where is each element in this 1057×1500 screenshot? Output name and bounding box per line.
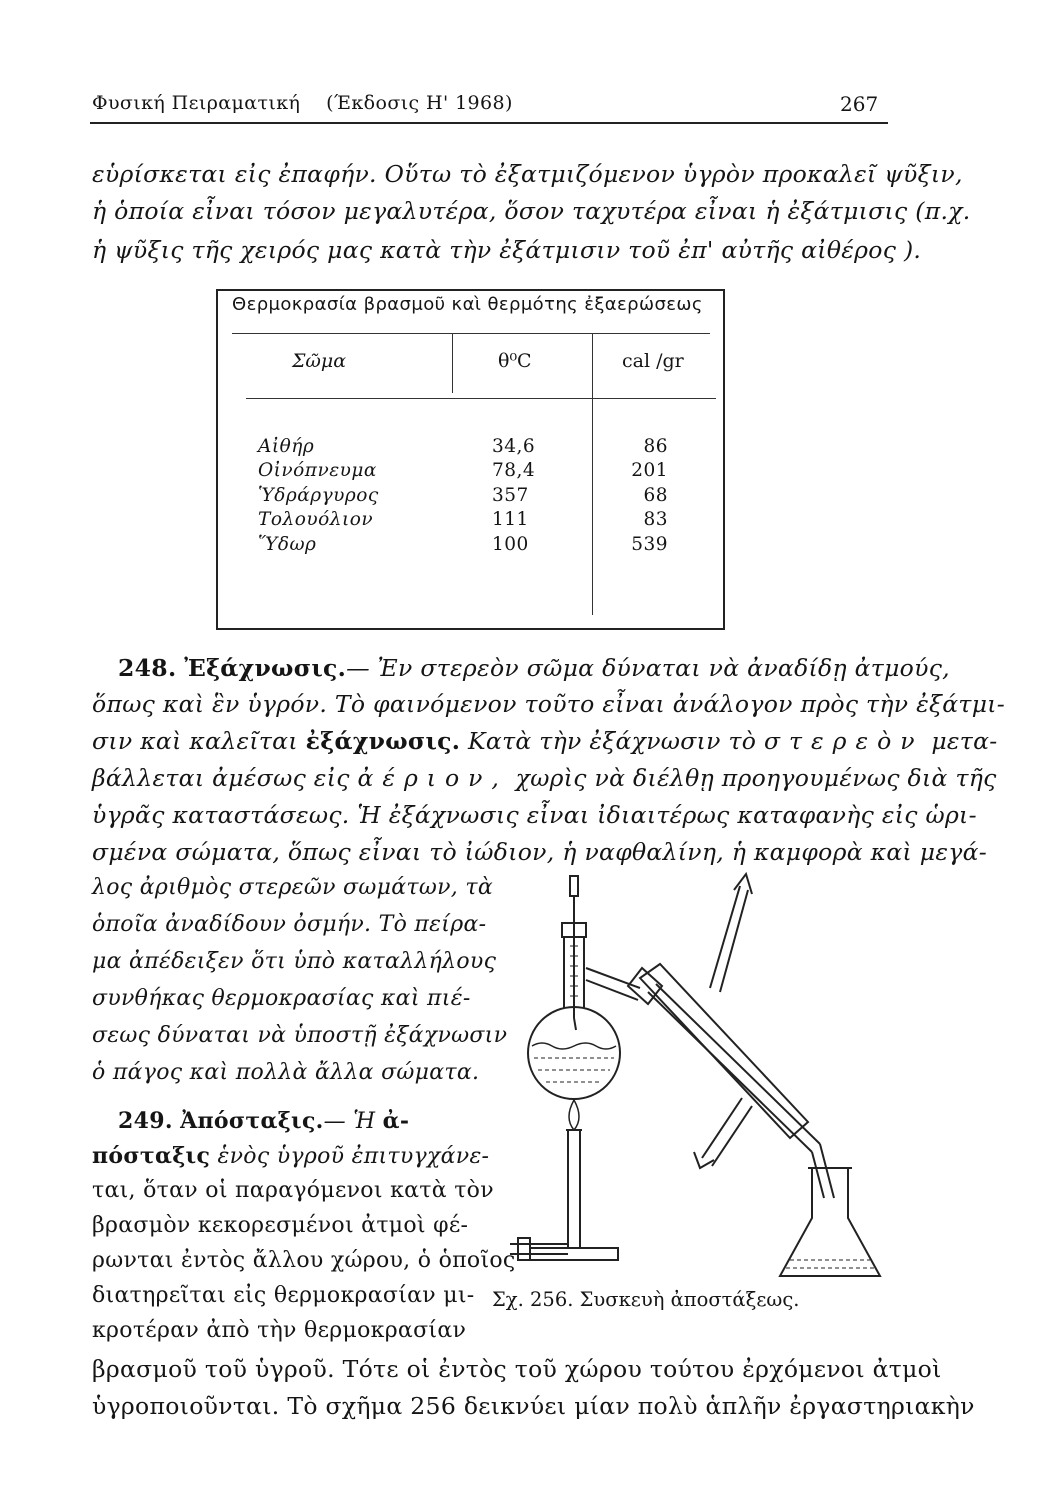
section-248-narrow-line: ὁ πάγος καὶ πολλὰ ἄλλα σώματα. (92, 1060, 480, 1085)
section-text: βάλλεται ἀμέσως εἰς (92, 764, 350, 792)
section-248-narrow-line: ὁποῖα ἀναδίδουν ὀσμήν. Τὸ πείρα- (92, 912, 487, 937)
table-cell-heat: 539 (631, 534, 668, 555)
table-cell-heat: 83 (643, 509, 668, 530)
table-header-temp: θ⁰C (498, 350, 532, 372)
term-bold: πόσταξις (92, 1143, 211, 1169)
water-inlet (712, 1106, 752, 1166)
table-col-divider (452, 333, 453, 393)
section-text: σιν καὶ καλεῖται (92, 727, 298, 755)
section-248-line-1 (118, 654, 950, 682)
table-cell-temp: 100 (492, 534, 529, 555)
table-cell-temp: 78,4 (492, 460, 536, 481)
table-cell-heat: 86 (643, 436, 668, 457)
intro-line-3: ἡ ψῦξις τῆς χειρός μας κατὰ τὴν ἐξάτμισιν τοῦ ἐπ' αὐτῆς αἰθέρος ). (92, 236, 922, 264)
section-249-line-2 (92, 1143, 489, 1169)
section-number: 249. (118, 1108, 173, 1134)
section-text: μετα- (931, 727, 998, 755)
term-bold: ἀ- (382, 1108, 410, 1134)
page-number: 267 (840, 92, 879, 116)
table-title: Θερμοκρασία βρασμοῦ καὶ θερμότης ἐξαερώσεως (232, 294, 703, 315)
section-248-narrow-line: σεως δύναται νὰ ὑποστῇ ἐξάχνωσιν (92, 1023, 508, 1048)
table-cell-substance: Οἰνόπνευμα (258, 460, 377, 481)
intro-line-1: εὑρίσκεται εἰς ἐπαφήν. Οὕτω τὸ ἐξατμιζόμενον ὑγρὸν προκαλεῖ ψῦξιν, (92, 160, 963, 188)
section-249-full-line: βρασμοῦ τοῦ ὑγροῦ. Τότε οἱ ἐντὸς τοῦ χώρου τούτου ἐρχόμενοι ἀτμοὶ (92, 1355, 942, 1383)
intro-line-2: ἡ ὁποία εἶναι τόσον μεγαλυτέρα, ὅσον ταχυτέρα εἶναι ἡ ἐξάτμισις (π.χ. (92, 197, 971, 225)
section-249-narrow-line: διατηρεῖται εἰς θερμοκρασίαν μι- (92, 1283, 475, 1308)
section-248-line-2: ὅπως καὶ ἓν ὑγρόν. Τὸ φαινόμενον τοῦτο εἶναι ἀνάλογον πρὸς τὴν ἐξάτμι- (92, 690, 1006, 718)
condenser-inner-tube (648, 992, 812, 1152)
running-title: Φυσική Πειραματική (92, 92, 301, 114)
section-text: ἑνὸς ὑγροῦ ἐπιτυγχάνε- (217, 1144, 490, 1169)
figure-caption: Σχ. 256. Συσκευὴ ἀποστάξεως. (492, 1288, 800, 1311)
table-title-rule (232, 333, 710, 334)
section-249-narrow-line: κροτέραν ἀπὸ τὴν θερμοκρασίαν (92, 1318, 467, 1343)
table-cell-substance: Τολουόλιον (258, 509, 374, 530)
thermometer-bulb-top (570, 876, 578, 896)
running-header (92, 92, 513, 114)
section-text: — Ἐν στερεὸν σῶμα δύναται νὰ ἀναδίδῃ ἀτμούς, (346, 654, 950, 682)
table-cell-substance: Ὕδωρ (258, 534, 317, 555)
distillate (786, 1260, 874, 1268)
liquid-surface (532, 1043, 616, 1049)
section-248-narrow-line: συνθήκας θερμοκρασίας καὶ πιέ- (92, 986, 471, 1011)
table-cell-temp: 111 (492, 509, 529, 530)
water-inlet (702, 1098, 742, 1158)
section-249-narrow-line: βρασμὸν κεκορεσμένοι ἀτμοὶ φέ- (92, 1213, 469, 1238)
section-248-line-3 (92, 727, 998, 755)
header-rule (90, 122, 888, 124)
section-248-narrow-line: λος ἀριθμὸς στερεῶν σωμάτων, τὰ (92, 875, 493, 900)
table-header-rule (246, 398, 716, 399)
edition-note: (Έκδοσις Η' 1968) (326, 92, 513, 114)
table-cell-heat: 201 (631, 460, 668, 481)
section-title: Ἀπόσταξις. (180, 1108, 324, 1134)
condenser-inner-tube (656, 984, 820, 1144)
table-cell-temp: 357 (492, 485, 529, 506)
distillation-apparatus-figure (490, 868, 910, 1288)
table-header-heat: cal /gr (622, 350, 684, 372)
section-249-full-line: ὑγροποιοῦνται. Τὸ σχῆμα 256 δεικνύει μίαν πολὺ ἁπλῆν ἐργαστηριακὴν (92, 1392, 975, 1420)
gas-valve (518, 1238, 530, 1260)
table-header-substance: Σῶμα (292, 350, 347, 372)
section-248-narrow-line: μα ἀπέδειξεν ὅτι ὑπὸ καταλλήλους (92, 949, 497, 974)
water-outlet-arrow (734, 874, 752, 894)
section-248-line-6: σμένα σώματα, ὅπως εἶναι τὸ ἰώδιον, ἡ ναφθαλίνη, ἡ καμφορὰ καὶ μεγά- (92, 838, 988, 866)
table-col-divider (592, 333, 593, 615)
section-text: χωρὶς νὰ διέλθῃ προηγουμένως διὰ τῆς (515, 764, 997, 792)
term-spaced: ἀέριον, (357, 764, 508, 792)
term-bold: ἐξάχνωσις. (305, 727, 461, 755)
section-249-line-1 (118, 1108, 409, 1134)
table-cell-substance: Αἰθήρ (258, 436, 315, 457)
term-spaced: στερεὸν (764, 727, 924, 755)
table-cell-substance: Ὑδράργυρος (258, 485, 379, 506)
section-title: Ἐξάχνωσις. (184, 654, 347, 682)
thermometer-tip (574, 1018, 576, 1030)
section-248-line-5: ὑγρᾶς καταστάσεως. Ἡ ἐξάχνωσις εἶναι ἰδιαιτέρως καταφανὴς εἰς ὡρι- (92, 801, 977, 829)
section-text: Κατὰ τὴν ἐξάχνωσιν τὸ (468, 727, 757, 755)
liquid-fill (534, 1058, 614, 1082)
section-number: 248. (118, 654, 177, 682)
table-cell-temp: 34,6 (492, 436, 536, 457)
burner-flame (569, 1100, 579, 1130)
section-248-line-4 (92, 764, 997, 792)
side-arm (586, 968, 640, 988)
section-249-narrow-line: ρωνται ἐντὸς ἄλλου χώρου, ὁ ὁποῖος (92, 1248, 516, 1273)
receiver-tube (812, 1152, 824, 1198)
section-249-narrow-line: ται, ὅταν οἱ παραγόμενοι κατὰ τὸν (92, 1178, 494, 1203)
table-cell-heat: 68 (643, 485, 668, 506)
section-text: — Ἡ (323, 1109, 376, 1134)
